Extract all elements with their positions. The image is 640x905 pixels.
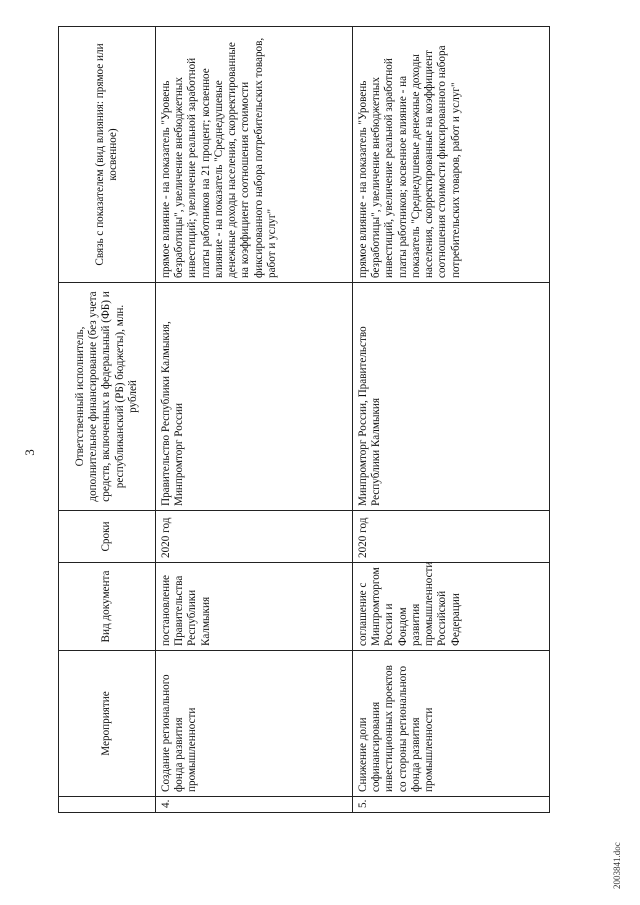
row-terms: 2020 год [156, 511, 353, 563]
row-doc-type: соглашение с Минпромторгом России и Фондом развития промышленности Российской Федерации [353, 563, 550, 651]
row-executor: Правительство Республики Калмыкия, Минпромторг России [156, 283, 353, 511]
row-num: 5. [353, 797, 550, 813]
measures-table [58, 26, 550, 813]
header-executor: Ответственный исполнитель, дополнительное финансирование (без учета средств, включенных в федеральный (ФБ) и республиканский (РБ) бюджеты), млн. рублей [59, 283, 156, 511]
row-doc-type: постановление Правительства Республики Калмыкия [156, 563, 353, 651]
header-doc-type: Вид документа [59, 563, 156, 651]
file-name-footer: 2003841.doc [612, 842, 622, 889]
table-header-row [59, 27, 156, 813]
row-num: 4. [156, 797, 353, 813]
row-measure: Снижение доли софинансирования инвестиционных проектов со стороны регионального фонда развития промышленности [353, 651, 550, 797]
header-link: Связь с показателем (вид влияния: прямое или косвенное) [59, 27, 156, 283]
page-number: 3 [22, 449, 37, 456]
row-executor: Минпромторг России, Правительство Республики Калмыкия [353, 283, 550, 511]
row-link: прямое влияние - на показатель "Уровень безработицы", увеличение внебюджетных инвестиций; увеличение реальной заработной платы работников на 21 процент; косвенное влияние - на показатель "Среднедушевые денежные доходы населения, скорректированные на коэффициент соотношения стоимости фиксированного набора потребительских товаров, работ и услуг" [156, 27, 353, 283]
table-row [156, 27, 353, 813]
table-row [353, 27, 550, 813]
header-measure: Мероприятие [59, 651, 156, 797]
header-terms: Сроки [59, 511, 156, 563]
row-terms: 2020 год [353, 511, 550, 563]
header-num [59, 797, 156, 813]
row-measure: Создание регионального фонда развития промышленности [156, 651, 353, 797]
row-link: прямое влияние - на показатель "Уровень безработицы", увеличение внебюджетных инвестиций, увеличение реальной заработной платы работников; косвенное влияние - на показатель "Среднедушевые денежные доходы населения, скорректированные на коэффициент соотношения стоимости фиксированного набора потребительских товаров, работ и услуг" [353, 27, 550, 283]
